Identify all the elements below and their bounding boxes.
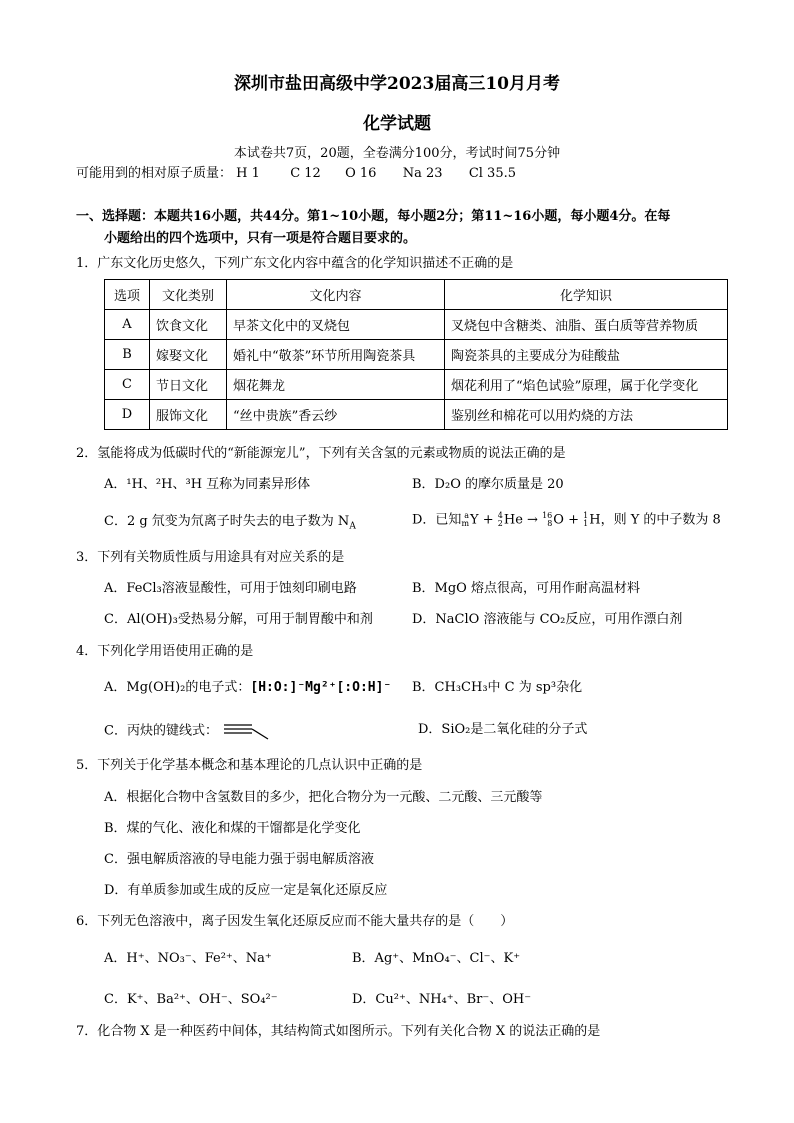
q2-option-d-prefix: D．已知 (412, 512, 462, 528)
nuclide-h: H (589, 512, 601, 528)
nuclide-y: Y (470, 512, 479, 528)
table-header: 化学知识 (445, 280, 728, 310)
table-row (105, 340, 728, 370)
table-header: 选项 (105, 280, 150, 310)
table-cell: 陶瓷茶具的主要成分为硅酸盐 (445, 340, 728, 370)
q3-option-d: D．NaClO 溶液能与 CO₂反应，可用作漂白剂 (412, 612, 683, 627)
table-cell: 婚礼中“敬茶”环节所用陶瓷茶具 (227, 340, 445, 370)
table-cell: 早茶文化中的叉烧包 (227, 310, 445, 340)
q4-stem: 4．下列化学用语使用正确的是 (76, 644, 254, 659)
table-row (105, 370, 728, 400)
q4-option-a (104, 680, 391, 696)
nuclide-o: O (553, 512, 564, 528)
q5-option-b: B．煤的气化、液化和煤的干馏都是化学变化 (104, 821, 361, 836)
mass-number: 1 (583, 511, 589, 520)
q2-option-d: D．已知 a mY + 4 2He → 16 8O + 1 1H，则 Y 的中子数为 8 (412, 511, 721, 528)
q5-option-a: A．根据化合物中含氢数目的多少，把化合物分为一元酸、二元酸、三元酸等 (104, 790, 543, 805)
table-header: 文化内容 (227, 280, 445, 310)
table-cell: 嫁娶文化 (150, 340, 227, 370)
q2-stem: 2．氢能将成为低碳时代的“新能源宠儿”，下列有关含氢的元素或物质的说法正确的是 (76, 446, 566, 461)
q4-option-c-label: C．丙炔的键线式： (104, 723, 218, 739)
table-cell: 烟花利用了“焰色试验”原理，属于化学变化 (445, 370, 728, 400)
atomic-number: m (461, 519, 470, 528)
q1-stem: 1．广东文化历史悠久，下列广东文化内容中蕴含的化学知识描述不正确的是 (76, 256, 514, 271)
atomic-number: 8 (547, 519, 553, 528)
atomic-mass-cl: Cl 35.5 (468, 166, 516, 181)
table-cell: 叉烧包中含糖类、油脂、蛋白质等营养物质 (445, 310, 728, 340)
q6-option-d: D．Cu²⁺、NH₄⁺、Br⁻、OH⁻ (352, 992, 532, 1007)
atomic-mass-o: O 16 (345, 166, 377, 181)
table-cell: C (105, 370, 150, 400)
table-cell: B (105, 340, 150, 370)
atomic-mass-na: Na 23 (402, 166, 443, 181)
mass-number: 16 (542, 511, 553, 520)
q4-option-d: D．SiO₂是二氧化硅的分子式 (418, 722, 588, 737)
nuclide-o-numbers (542, 512, 552, 528)
table-row (105, 310, 728, 340)
exam-title: 深圳市盐田高级中学2023届高三10月月考 (234, 74, 560, 94)
nuclide-he-numbers (498, 512, 503, 528)
atomic-number: 1 (583, 519, 589, 528)
table-cell: 烟花舞龙 (227, 370, 445, 400)
q3-option-c: C．Al(OH)₃受热易分解，可用于制胃酸中和剂 (104, 612, 373, 627)
electron-formula: [H:O:]⁻Mg²⁺[:O:H]⁻ (250, 680, 392, 695)
exam-info: 本试卷共7页，20题，全卷满分100分，考试时间75分钟 (233, 146, 561, 161)
q3-option-a: A．FeCl₃溶液显酸性，可用于蚀刻印刷电路 (104, 581, 357, 596)
q4-option-a-label: A．Mg(OH)₂的电子式： (104, 680, 251, 695)
table-cell: 饮食文化 (150, 310, 227, 340)
mass-number: 4 (497, 511, 503, 520)
table-header: 文化类别 (150, 280, 227, 310)
table-cell: 鉴别丝和棉花可以用灼烧的方法 (445, 400, 728, 430)
section1-line2: 小题给出的四个选项中，只有一项是符合题目要求的。 (104, 231, 417, 246)
avogadro-subscript: A (349, 521, 356, 532)
q2-option-d-suffix: ，则 Y 的中子数为 8 (600, 512, 721, 528)
q3-stem: 3．下列有关物质性质与用途具有对应关系的是 (76, 550, 345, 565)
atomic-mass-line (76, 166, 516, 182)
table-cell: A (105, 310, 150, 340)
mass-number: a (464, 511, 470, 520)
table-cell: 节日文化 (150, 370, 227, 400)
table-cell: 服饰文化 (150, 400, 227, 430)
atomic-number: 2 (497, 519, 503, 528)
q2-option-c-text: C．2 g 氘变为氘离子时失去的电子数为 N (104, 514, 350, 529)
q7-stem: 7．化合物 X 是一种医药中间体，其结构简式如图所示。下列有关化合物 X 的说法正确的是 (76, 1024, 601, 1039)
q2-option-a: A．¹H、²H、³H 互称为同素异形体 (104, 477, 311, 492)
q4-option-b: B．CH₃CH₃中 C 为 sp³杂化 (412, 680, 583, 695)
atomic-mass-label: 可能用到的相对原子质量： (76, 166, 233, 181)
q4-option-c (104, 722, 274, 740)
q2-option-c (104, 514, 356, 530)
atomic-mass-h: H 1 (236, 166, 260, 181)
nuclide-h-numbers (583, 512, 588, 528)
section1-line1: 一、选择题：本题共16小题，共44分。第1~10小题，每小题2分；第11~16小题，每小题4分。在每 (76, 209, 671, 224)
subject-title: 化学试题 (363, 114, 431, 134)
q6-option-a: A．H⁺、NO₃⁻、Fe²⁺、Na⁺ (104, 951, 272, 966)
table-cell: “丝中贵族”香云纱 (227, 400, 445, 430)
q6-option-c: C．K⁺、Ba²⁺、OH⁻、SO₄²⁻ (104, 992, 278, 1007)
q5-stem: 5．下列关于化学基本概念和基本理论的几点认识中正确的是 (76, 758, 423, 773)
nuclide-he: He (503, 512, 523, 528)
q6-option-b: B．Ag⁺、MnO₄⁻、Cl⁻、K⁺ (352, 951, 521, 966)
nuclide-y-numbers (461, 512, 469, 528)
propyne-skeletal-diagram (222, 722, 274, 740)
q5-option-d: D．有单质参加或生成的反应一定是氧化还原反应 (104, 883, 388, 898)
table-header-row (105, 280, 728, 310)
table-row (105, 400, 728, 430)
q6-stem: 6．下列无色溶液中，离子因发生氧化还原反应而不能大量共存的是（ ） (76, 914, 514, 929)
q3-option-b: B．MgO 熔点很高，可用作耐高温材料 (412, 581, 640, 596)
table-cell: D (105, 400, 150, 430)
q1-table (104, 279, 728, 430)
q5-option-c: C．强电解质溶液的导电能力强于弱电解质溶液 (104, 852, 374, 867)
atomic-mass-c: C 12 (290, 166, 321, 181)
q2-option-b: B．D₂O 的摩尔质量是 20 (412, 477, 564, 492)
